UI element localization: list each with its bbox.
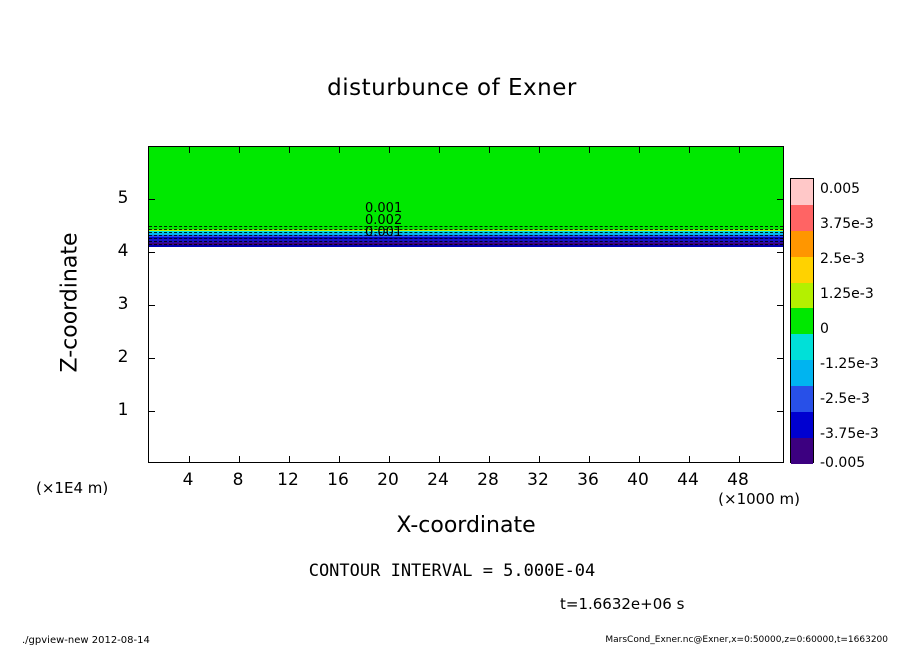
x-tick-top — [539, 147, 540, 153]
y-tick — [149, 252, 155, 253]
x-tick — [289, 456, 290, 462]
x-tick-top — [639, 147, 640, 153]
y-axis-title: Z-coordinate — [57, 232, 83, 373]
colorbar-label: 2.5e-3 — [820, 251, 865, 267]
contour-line — [149, 235, 783, 236]
x-tick-label: 40 — [627, 470, 649, 490]
x-tick-label: 24 — [427, 470, 449, 490]
x-tick — [239, 456, 240, 462]
y-tick-label: 1 — [117, 400, 129, 420]
colorbar-label: 0 — [820, 321, 829, 337]
footer-left-text: ./gpview-new 2012-08-14 — [22, 635, 150, 646]
y-tick-label: 3 — [117, 294, 129, 314]
x-tick-top — [689, 147, 690, 153]
colorbar-label: 3.75e-3 — [820, 216, 874, 232]
x-tick — [689, 456, 690, 462]
time-annotation: t=1.6632e+06 s — [560, 595, 685, 613]
x-tick-top — [289, 147, 290, 153]
colorbar-label: -0.005 — [820, 455, 866, 471]
x-tick-top — [189, 147, 190, 153]
y-axis-units: (×1E4 m) — [36, 479, 109, 497]
x-tick-label: 44 — [677, 470, 699, 490]
x-tick-label: 36 — [577, 470, 599, 490]
x-tick-label: 12 — [277, 470, 299, 490]
x-tick — [439, 456, 440, 462]
y-tick — [149, 411, 155, 412]
colorbar-swatch — [791, 179, 813, 205]
colorbar-swatch — [791, 334, 813, 360]
colorbar-label: -1.25e-3 — [820, 356, 879, 372]
contour-line — [149, 229, 783, 230]
colorbar — [790, 178, 814, 463]
colorbar-swatch — [791, 257, 813, 283]
x-tick — [639, 456, 640, 462]
colorbar-label: -2.5e-3 — [820, 391, 870, 407]
contour-label: 0.001 — [365, 225, 403, 240]
x-tick-top — [739, 147, 740, 153]
contour-line — [149, 232, 783, 233]
x-tick-label: 16 — [327, 470, 349, 490]
x-tick-top — [489, 147, 490, 153]
colorbar-swatch — [791, 412, 813, 438]
y-tick-right — [777, 252, 783, 253]
x-tick — [339, 456, 340, 462]
x-tick — [189, 456, 190, 462]
page-title: disturbunce of Exner — [327, 75, 577, 101]
contour-label: 0.001 — [365, 201, 403, 216]
y-tick-label: 2 — [117, 347, 129, 367]
x-tick — [539, 456, 540, 462]
x-tick-label: 28 — [477, 470, 499, 490]
x-tick-label: 20 — [377, 470, 399, 490]
x-tick — [739, 456, 740, 462]
x-tick-label: 4 — [182, 470, 194, 490]
x-tick-label: 32 — [527, 470, 549, 490]
x-axis-title: X-coordinate — [396, 513, 536, 538]
colorbar-swatch — [791, 386, 813, 412]
y-tick-right — [777, 411, 783, 412]
x-axis-units: (×1000 m) — [718, 490, 800, 508]
x-tick-top — [239, 147, 240, 153]
colorbar-swatch — [791, 231, 813, 257]
contour-line — [149, 241, 783, 242]
contour-label: 0.002 — [365, 213, 403, 228]
x-tick — [389, 456, 390, 462]
x-tick-top — [339, 147, 340, 153]
y-tick — [149, 305, 155, 306]
colorbar-label: 0.005 — [820, 181, 861, 197]
y-tick-right — [777, 305, 783, 306]
x-tick-label: 48 — [727, 470, 749, 490]
contour-line — [149, 226, 783, 227]
y-tick-right — [777, 199, 783, 200]
contour-line — [149, 244, 783, 245]
field-region-positive — [149, 147, 783, 228]
y-tick — [149, 358, 155, 359]
colorbar-swatch — [791, 360, 813, 386]
y-tick-label: 5 — [117, 188, 129, 208]
y-tick — [149, 199, 155, 200]
y-tick-right — [777, 358, 783, 359]
y-tick-label: 4 — [117, 241, 129, 261]
colorbar-swatch — [791, 283, 813, 309]
colorbar-swatch — [791, 205, 813, 231]
contour-interval-caption: CONTOUR INTERVAL = 5.000E-04 — [308, 561, 596, 581]
x-tick — [489, 456, 490, 462]
colorbar-swatch — [791, 438, 813, 464]
x-tick-top — [589, 147, 590, 153]
x-tick-top — [389, 147, 390, 153]
x-tick — [589, 456, 590, 462]
footer-right-text: MarsCond_Exner.nc@Exner,x=0:50000,z=0:60000,t=1663200 — [605, 635, 888, 645]
colorbar-label: -3.75e-3 — [820, 426, 879, 442]
x-tick-top — [439, 147, 440, 153]
colorbar-label: 1.25e-3 — [820, 286, 874, 302]
plot-area — [148, 146, 784, 463]
contour-line — [149, 238, 783, 239]
x-tick-label: 8 — [232, 470, 244, 490]
colorbar-swatch — [791, 308, 813, 334]
